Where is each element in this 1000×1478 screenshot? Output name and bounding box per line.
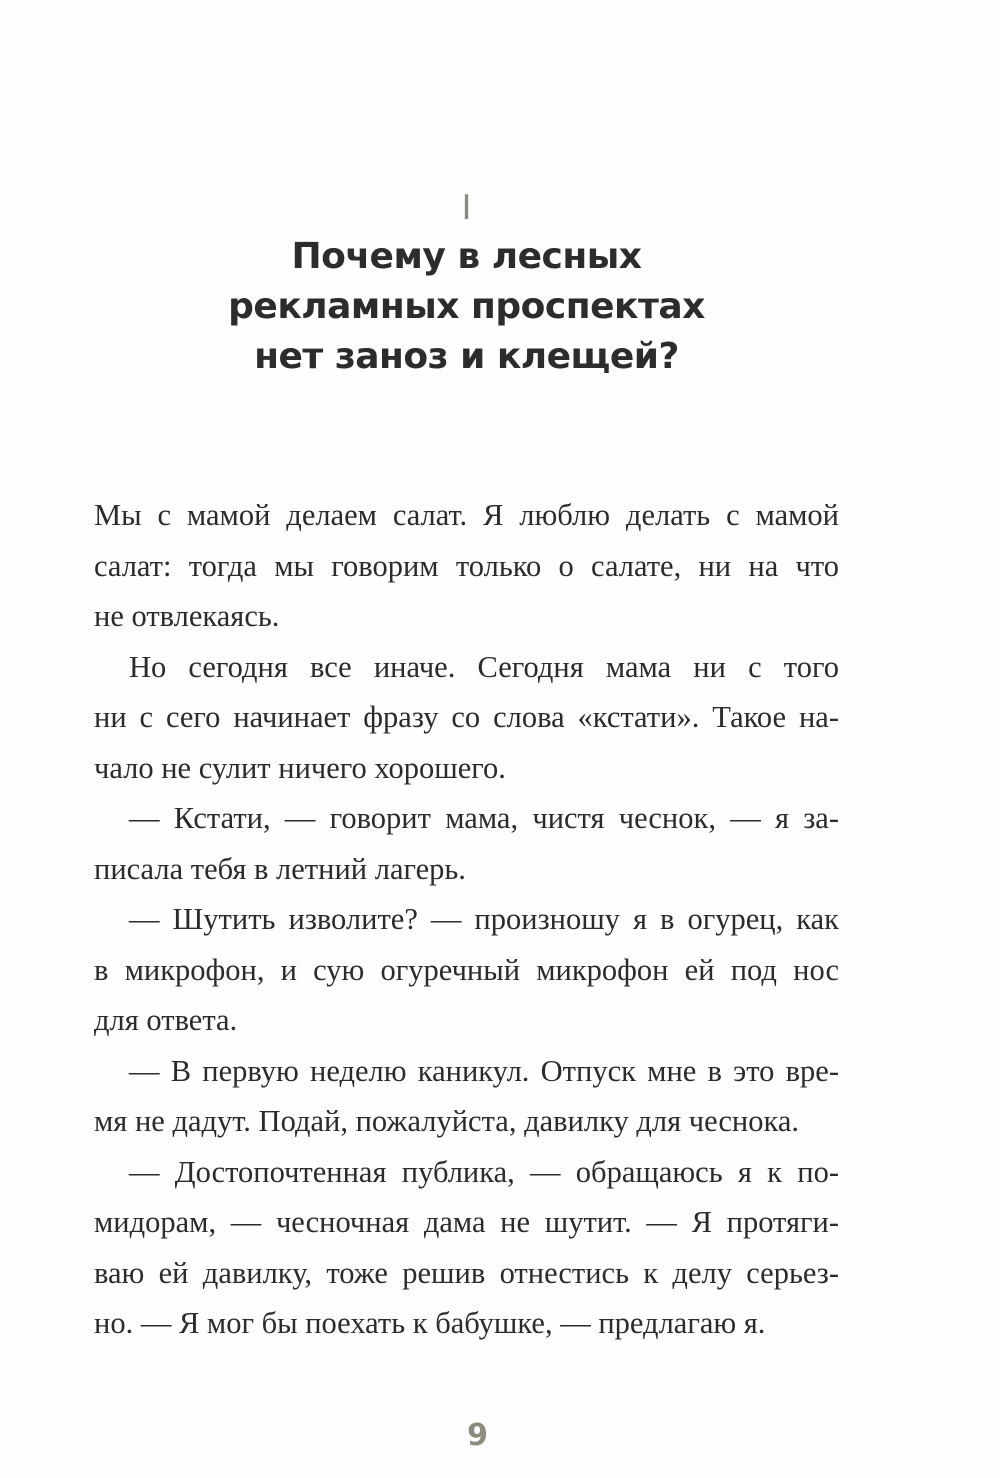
- text-line: Мы с мамой делаем салат. Я люблю делать с мамой: [94, 498, 839, 532]
- text-line: не отвлекаясь.: [94, 599, 280, 633]
- text-line: ваю ей давилку, тоже решив отнестись к делу серьез-: [94, 1255, 839, 1290]
- text-line: ни с сего начинает фразу со слова «кстати». Такое на-: [94, 700, 839, 734]
- text-line: чало не сулит ничего хорошего.: [94, 750, 506, 785]
- chapter-number: I: [461, 188, 472, 228]
- text-line: — Шутить изволите? — произношу я в огурец, как: [129, 902, 839, 936]
- chapter-title-line: нет заноз и клещей?: [254, 336, 679, 377]
- body-text: [94, 490, 839, 1349]
- text-line: в микрофон, и сую огуречный микрофон ей под нос: [94, 952, 839, 987]
- chapter-title-line: рекламных проспектах: [228, 286, 705, 327]
- text-line: — Кстати, — говорит мама, чистя чеснок, — я за-: [129, 801, 839, 835]
- text-line: мидорам, — чесночная дама не шутит. — Я протяги-: [94, 1205, 839, 1239]
- text-line: — Достопочтенная публика, — обращаюсь я к по-: [129, 1154, 839, 1189]
- text-line: салат: тогда мы говорим только о салате, ни на что: [94, 548, 839, 583]
- page-number: 9: [467, 1418, 488, 1453]
- chapter-title: [0, 232, 933, 382]
- text-line: для ответа.: [94, 1003, 238, 1037]
- text-line: мя не дадут. Подай, пожалуйста, давилку для чеснока.: [94, 1104, 799, 1138]
- text-line: Но сегодня все иначе. Сегодня мама ни с того: [129, 649, 839, 684]
- text-line: — В первую неделю каникул. Отпуск мне в это вре-: [129, 1053, 839, 1088]
- text-line: писала тебя в летний лагерь.: [94, 851, 466, 886]
- chapter-title-line: Почему в лесных: [291, 236, 642, 277]
- text-line: но. — Я мог бы поехать к бабушке, — предлагаю я.: [94, 1306, 766, 1340]
